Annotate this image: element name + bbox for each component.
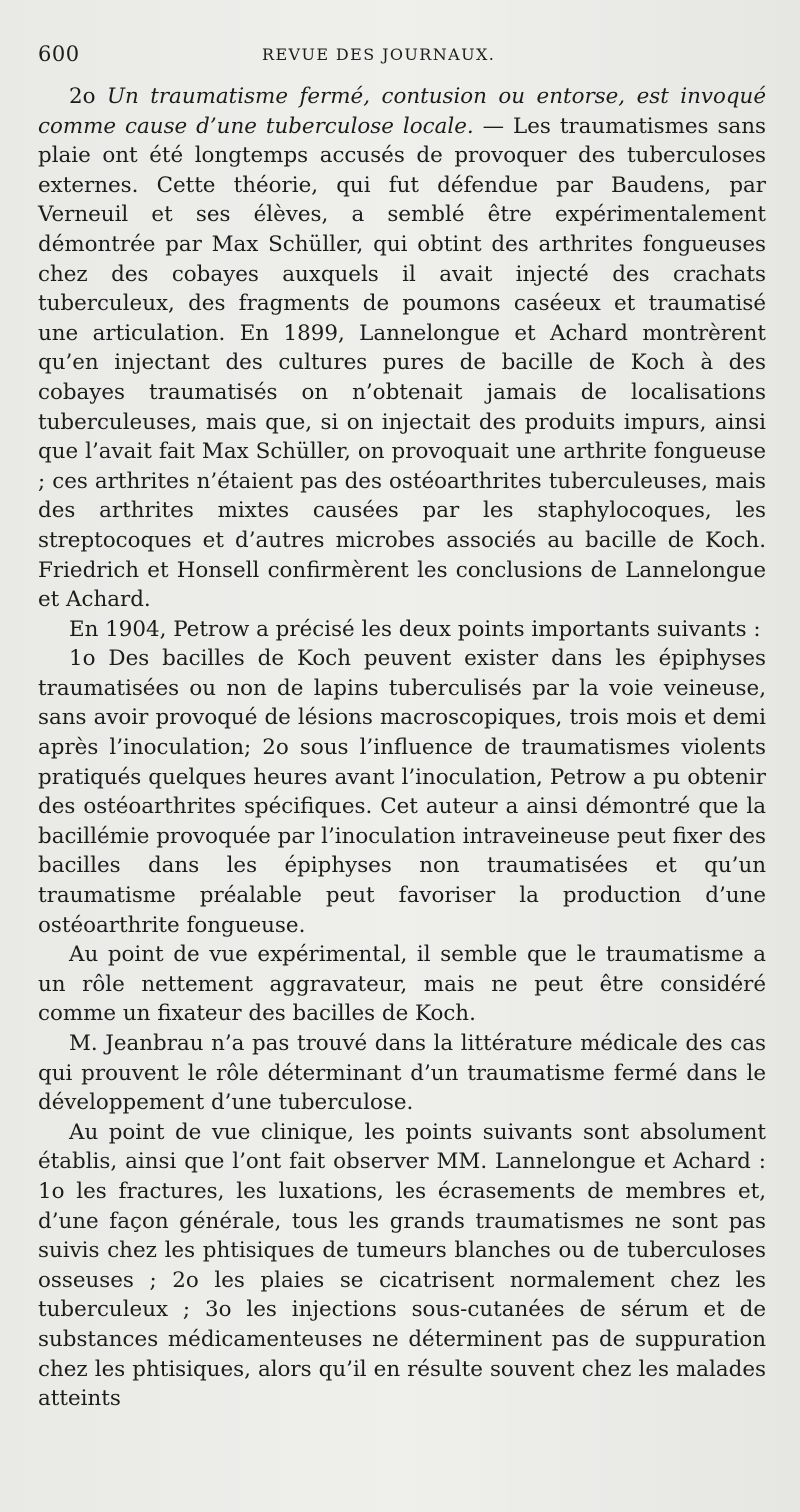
section-text: — Les traumatismes sans plaie ont été longtemps accusés de provoquer des tuberculoses externes. Cette théorie, qui fut défendue par Baudens, par Verneuil et ses élèves, a semblé être expérimentalement démontrée par Max Schüller, qui obtint des arthrites fongueuses chez des cobayes auxquels il avait injecté des crachats tuberculeux, des fragments de poumons caséeux et traumatisé une articulation. En 1899, Lannelongue et Achard montrèrent qu’en injectant des cultures pures de bacille de Koch à des cobayes traumatisés on n’obtenait jamais de localisations tuberculeuses, mais que, si on injectait des produits impurs, ainsi que l’avait fait Max Schüller, on provoquait une arthrite fongueuse ; ces arthrites n’étaient pas des ostéoarthrites tuberculeuses, mais des arthrites mixtes causées par les staphylocoques, les streptocoques et d’autres microbes associés au bacille de Koch. Friedrich et Honsell confirmèrent les conclusions de Lannelongue et Achard. [38, 113, 766, 613]
body-paragraph: Au point de vue expérimental, il semble que le traumatisme a un rôle nettement aggravateur, mais ne peut être considéré comme un fixateur des bacilles de Koch. [38, 942, 766, 1027]
body-paragraph: 1o Des bacilles de Koch peuvent exister dans les épiphyses traumatisées ou non de lapins tuberculisés par la voie veineuse, sans avoir provoqué de lésions macroscopiques, trois mois et demi après l’inoculation; 2o sous l’influence de traumatismes violents pratiqués quelques heures avant l’inoculation, Petrow a pu obtenir des ostéoarthrites spécifiques. Cet auteur a ainsi démontré que la bacillémie provoquée par l’inoculation intraveineuse peut fixer des bacilles dans les épiphyses non traumatisées et qu’un traumatisme préalable peut favoriser la production d’une ostéoarthrite fongueuse. [38, 646, 766, 938]
article-body [38, 82, 766, 1414]
running-head: REVUE DES JOURNAUX. [262, 45, 496, 64]
section-number: 2o [69, 84, 96, 109]
body-paragraph: En 1904, Petrow a précisé les deux points importants suivants : [69, 616, 761, 642]
section-heading: Un traumatisme fermé, contusion ou entorse, est invoqué comme cause d’une tuberculose locale. [38, 84, 766, 139]
body-paragraph: Au point de vue clinique, les points suivants sont absolument établis, ainsi que l’ont fait observer MM. Lannelongue et Achard : 1o les fractures, les luxations, les écrasements de membres et, d’une façon générale, tous les grands traumatismes ne sont pas suivis chez les phtisiques de tumeurs blanches ou de tuberculoses osseuses ; 2o les plaies se cicatrisent normalement chez les tuberculeux ; 3o les injections sous-cutanées de sérum et de substances médicamenteuses ne déterminent pas de suppuration chez les phtisiques, alors qu’il en résulte souvent chez les malades atteints [38, 1119, 766, 1412]
body-paragraph: M. Jeanbrau n’a pas trouvé dans la littérature médicale des cas qui prouvent le rôle déterminant d’un traumatisme fermé dans le développement d’une tuberculose. [38, 1031, 766, 1116]
section-paragraph [38, 82, 766, 615]
page-number: 600 [38, 42, 80, 66]
page-header [38, 34, 766, 70]
